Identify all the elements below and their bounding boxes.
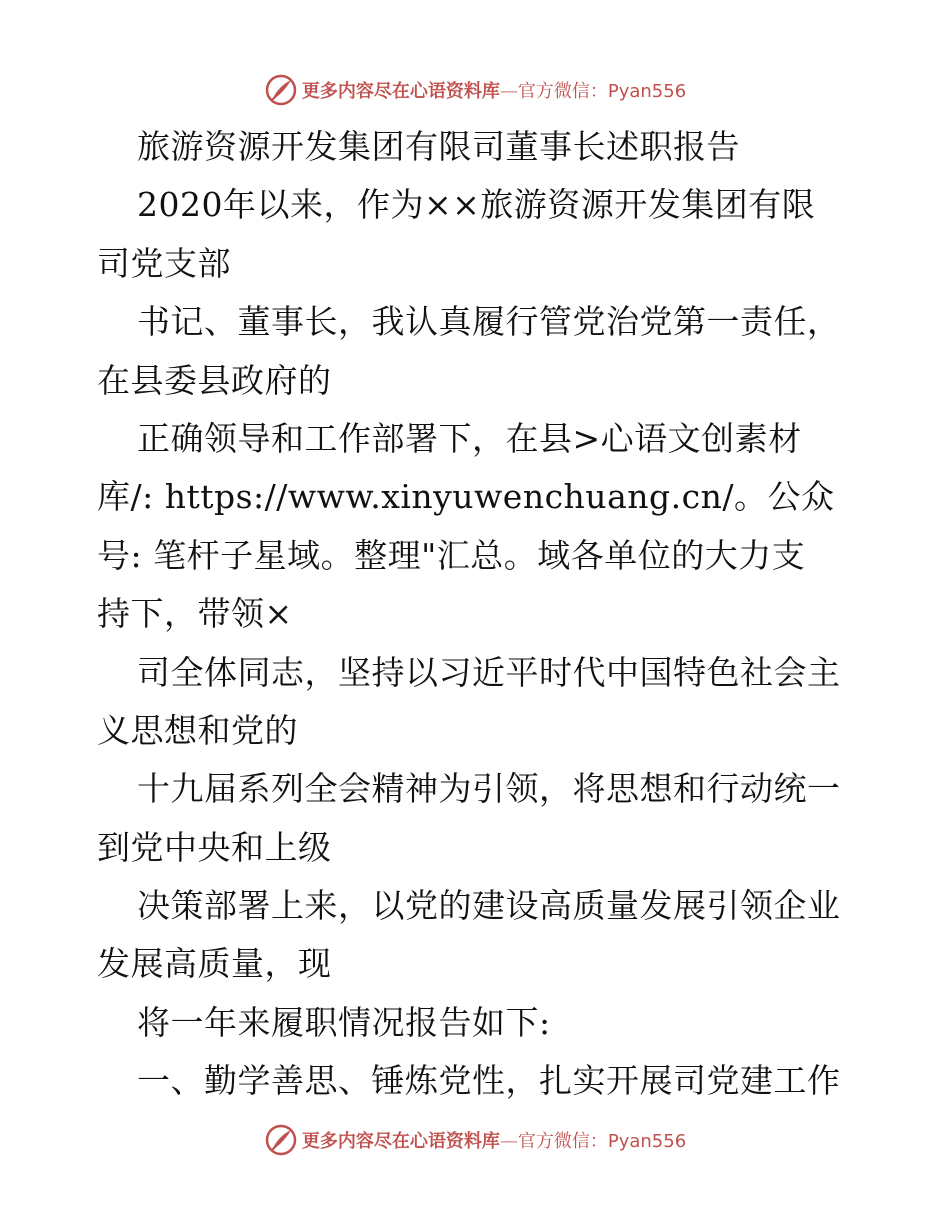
feather-pen-logo-icon — [264, 73, 298, 107]
watermark-site-text: 更多内容尽在心语资料库 — [301, 81, 500, 102]
text-line: 发展高质量，现 — [97, 944, 332, 984]
watermark-text — [302, 77, 686, 103]
text-line: 决策部署上来，以党的建设高质量发展引领企业 — [137, 886, 841, 926]
watermark-wechat-label: 官方微信： — [517, 81, 608, 102]
watermark-separator: — — [499, 81, 518, 102]
watermark-banner-bottom — [0, 1120, 950, 1160]
text-line: 义思想和党的 — [97, 710, 298, 750]
watermark-wechat-id: Pyan556 — [607, 1131, 687, 1152]
text-line: 书记、董事长，我认真履行管党治党第一责任， — [137, 302, 841, 342]
text-line: 2020年以来，作为××旅游资源开发集团有限 — [137, 185, 816, 225]
text-line: 十九届系列全会精神为引领，将思想和行动统一 — [137, 769, 841, 809]
text-line: 将一年来履职情况报告如下: — [137, 1002, 551, 1042]
text-line: 一、勤学善思、锤炼党性，扎实开展司党建工作 — [137, 1061, 841, 1101]
document-body — [97, 118, 857, 1111]
text-line: 司党支部 — [97, 243, 231, 283]
text-line: 到党中央和上级 — [97, 827, 332, 867]
feather-pen-logo-icon — [264, 1123, 298, 1157]
watermark-wechat-label: 官方微信： — [517, 1131, 608, 1152]
text-line: 正确领导和工作部署下，在县>心语文创素材 — [137, 418, 802, 458]
text-line: 号: 笔杆子星域。整理"汇总。域各单位的大力支 — [97, 535, 806, 575]
text-line: 旅游资源开发集团有限司董事长述职报告 — [137, 127, 740, 166]
watermark-banner-top — [0, 70, 950, 110]
watermark-separator: — — [499, 1131, 518, 1152]
watermark-wechat-id: Pyan556 — [607, 81, 687, 102]
text-line: 司全体同志，坚持以习近平时代中国特色社会主 — [137, 652, 841, 692]
watermark-text — [302, 1127, 686, 1153]
text-line: 库/: https://www.xinyuwenchuang.cn/。公众 — [97, 477, 835, 517]
text-line: 持下，带领× — [97, 594, 293, 634]
text-line: 在县委县政府的 — [97, 360, 332, 400]
watermark-site-text: 更多内容尽在心语资料库 — [301, 1131, 500, 1152]
